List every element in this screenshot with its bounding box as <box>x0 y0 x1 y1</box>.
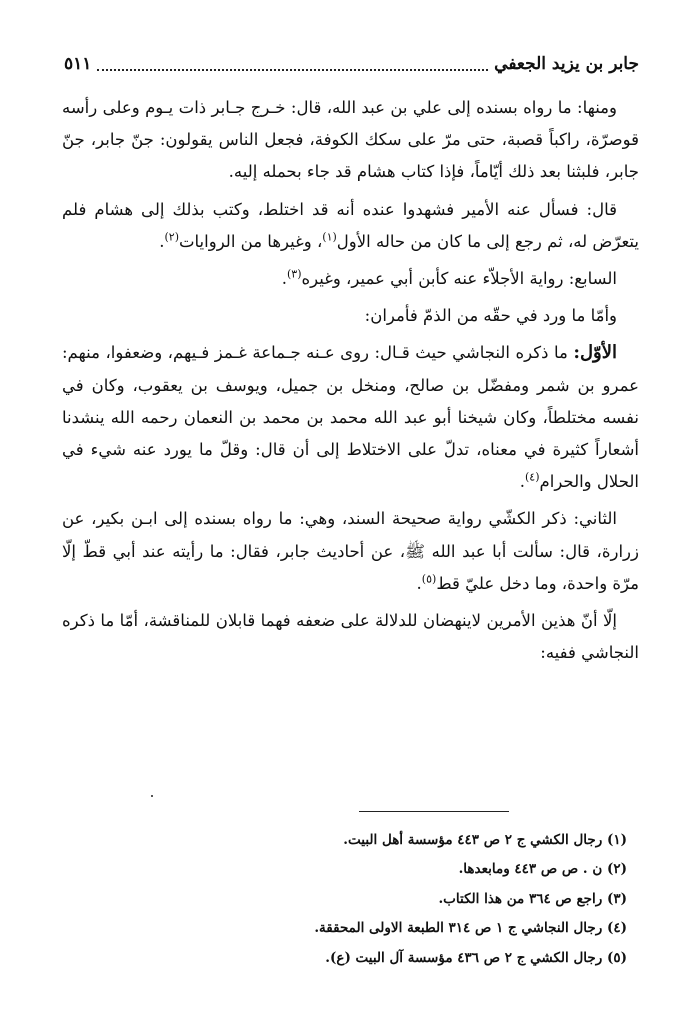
paragraph-1-text: ومنها: ما رواه بسنده إلى علي بن عبد الله، قال: خـرج جـابر ذات يـوم وعلى رأسه قوصرّة، راكباً قصبة، حتى مرّ على سكك الكوفة، فجعل الناس يقولون: جنّ جابر، جنّ جابر، فلبثنا بعد ذلك أيّاماً، فإذا كتاب هشام قد جاء بحمله إليه. <box>62 98 639 182</box>
paragraph-6-end: . <box>416 573 422 593</box>
paragraph-2-mid: ، وغيرها من الروايات <box>178 231 323 251</box>
paragraph-5-heading: الأوّل: <box>573 342 617 364</box>
footnote-1: (١) رجال الكشي ج ٢ ص ٤٤٣ مؤسسة أهل البيت. <box>343 832 627 848</box>
paragraph-7 <box>62 605 639 669</box>
header-dot-leader <box>97 57 488 71</box>
footnote-ref-5[interactable]: (٥) <box>421 572 437 586</box>
footnote-5: (٥) رجال الكشي ج ٢ ص ٤٣٦ مؤسسة آل البيت (ع). <box>325 949 627 966</box>
running-header <box>64 50 639 78</box>
footnote-ref-3[interactable]: (٣) <box>286 267 302 281</box>
paragraph-2-end: . <box>159 231 165 251</box>
paragraph-6 <box>62 503 639 600</box>
paragraph-4 <box>62 300 639 332</box>
main-text <box>62 92 639 674</box>
footnote-separator <box>359 811 509 812</box>
paragraph-3-end: . <box>281 269 287 289</box>
paragraph-2-text: قال: فسأل عنه الأمير فشهدوا عنده أنه قد اختلط، وكتب بذلك إلى هشام فلم يتعرّض له، ثم رجع إلى ما كان من حاله الأول <box>62 199 639 251</box>
paragraph-5-end: . <box>519 472 525 492</box>
paragraph-2 <box>62 194 639 258</box>
paragraph-7-text: إلّا أنّ هذين الأمرين لاينهضان للدلالة على ضعفه فهما قابلان للمناقشة، أمّا ما ذكره النجاشي ففيه: <box>62 611 639 663</box>
footnote-2: (٢) ن . ص ص ٤٤٣ ومابعدها. <box>458 861 627 878</box>
paragraph-3 <box>62 263 639 295</box>
footnote-ref-4[interactable]: (٤) <box>525 470 540 484</box>
stray-dot <box>151 795 153 797</box>
footnote-ref-2[interactable]: (٢) <box>164 230 179 244</box>
header-title: جابر بن يزيد الجعفي <box>494 54 639 74</box>
paragraph-5 <box>62 337 639 498</box>
footnote-3: (٣) راجع ص ٣٦٤ من هذا الكتاب. <box>438 890 627 907</box>
page-number: ٥١١ <box>64 54 92 74</box>
paragraph-5-text: ما ذكره النجاشي حيث قـال: روى عـنه جـماعة غـمز فـيهم، وضعفوا، منهم: عمرو بن شمر ومفضّل بن صالح، ومنخل بن جميل، ويوسف بن يعقوب، وكان في نفسه مختلطاً، وكان شيخنا أبو عبد الله محمد بن محمد بن النعمان رحمه الله ينشدنا أشعاراً كثيرة في معناه، تدلّ على الاختلاط إلى أن قال: وقلّ ما يورد عنه شيء في الحلال والحرام <box>62 343 639 492</box>
paragraph-6-text: الثاني: ذكر الكشّي رواية صحيحة السند، وهي: ما رواه بسنده إلى ابـن بكير، عن زرارة، قال: سألت أبا عبد الله ﷺ، عن أحاديث جابر، فقال: ما رأيته عند أبي قطّ إلّا مرّة واحدة، وما دخل عليّ قط <box>62 509 639 593</box>
footnotes <box>62 826 627 973</box>
paragraph-4-text: وأمّا ما ورد في حقّه من الذمّ فأمران: <box>364 306 617 326</box>
footnote-ref-1[interactable]: (١) <box>322 230 337 244</box>
footnote-4: (٤) رجال النجاشي ج ١ ص ٣١٤ الطبعة الاولى المحققة. <box>314 920 627 937</box>
paragraph-3-text: السابع: رواية الأجلاّء عنه كأبن أبي عمير، وغيره <box>301 269 617 289</box>
paragraph-1 <box>62 92 639 189</box>
